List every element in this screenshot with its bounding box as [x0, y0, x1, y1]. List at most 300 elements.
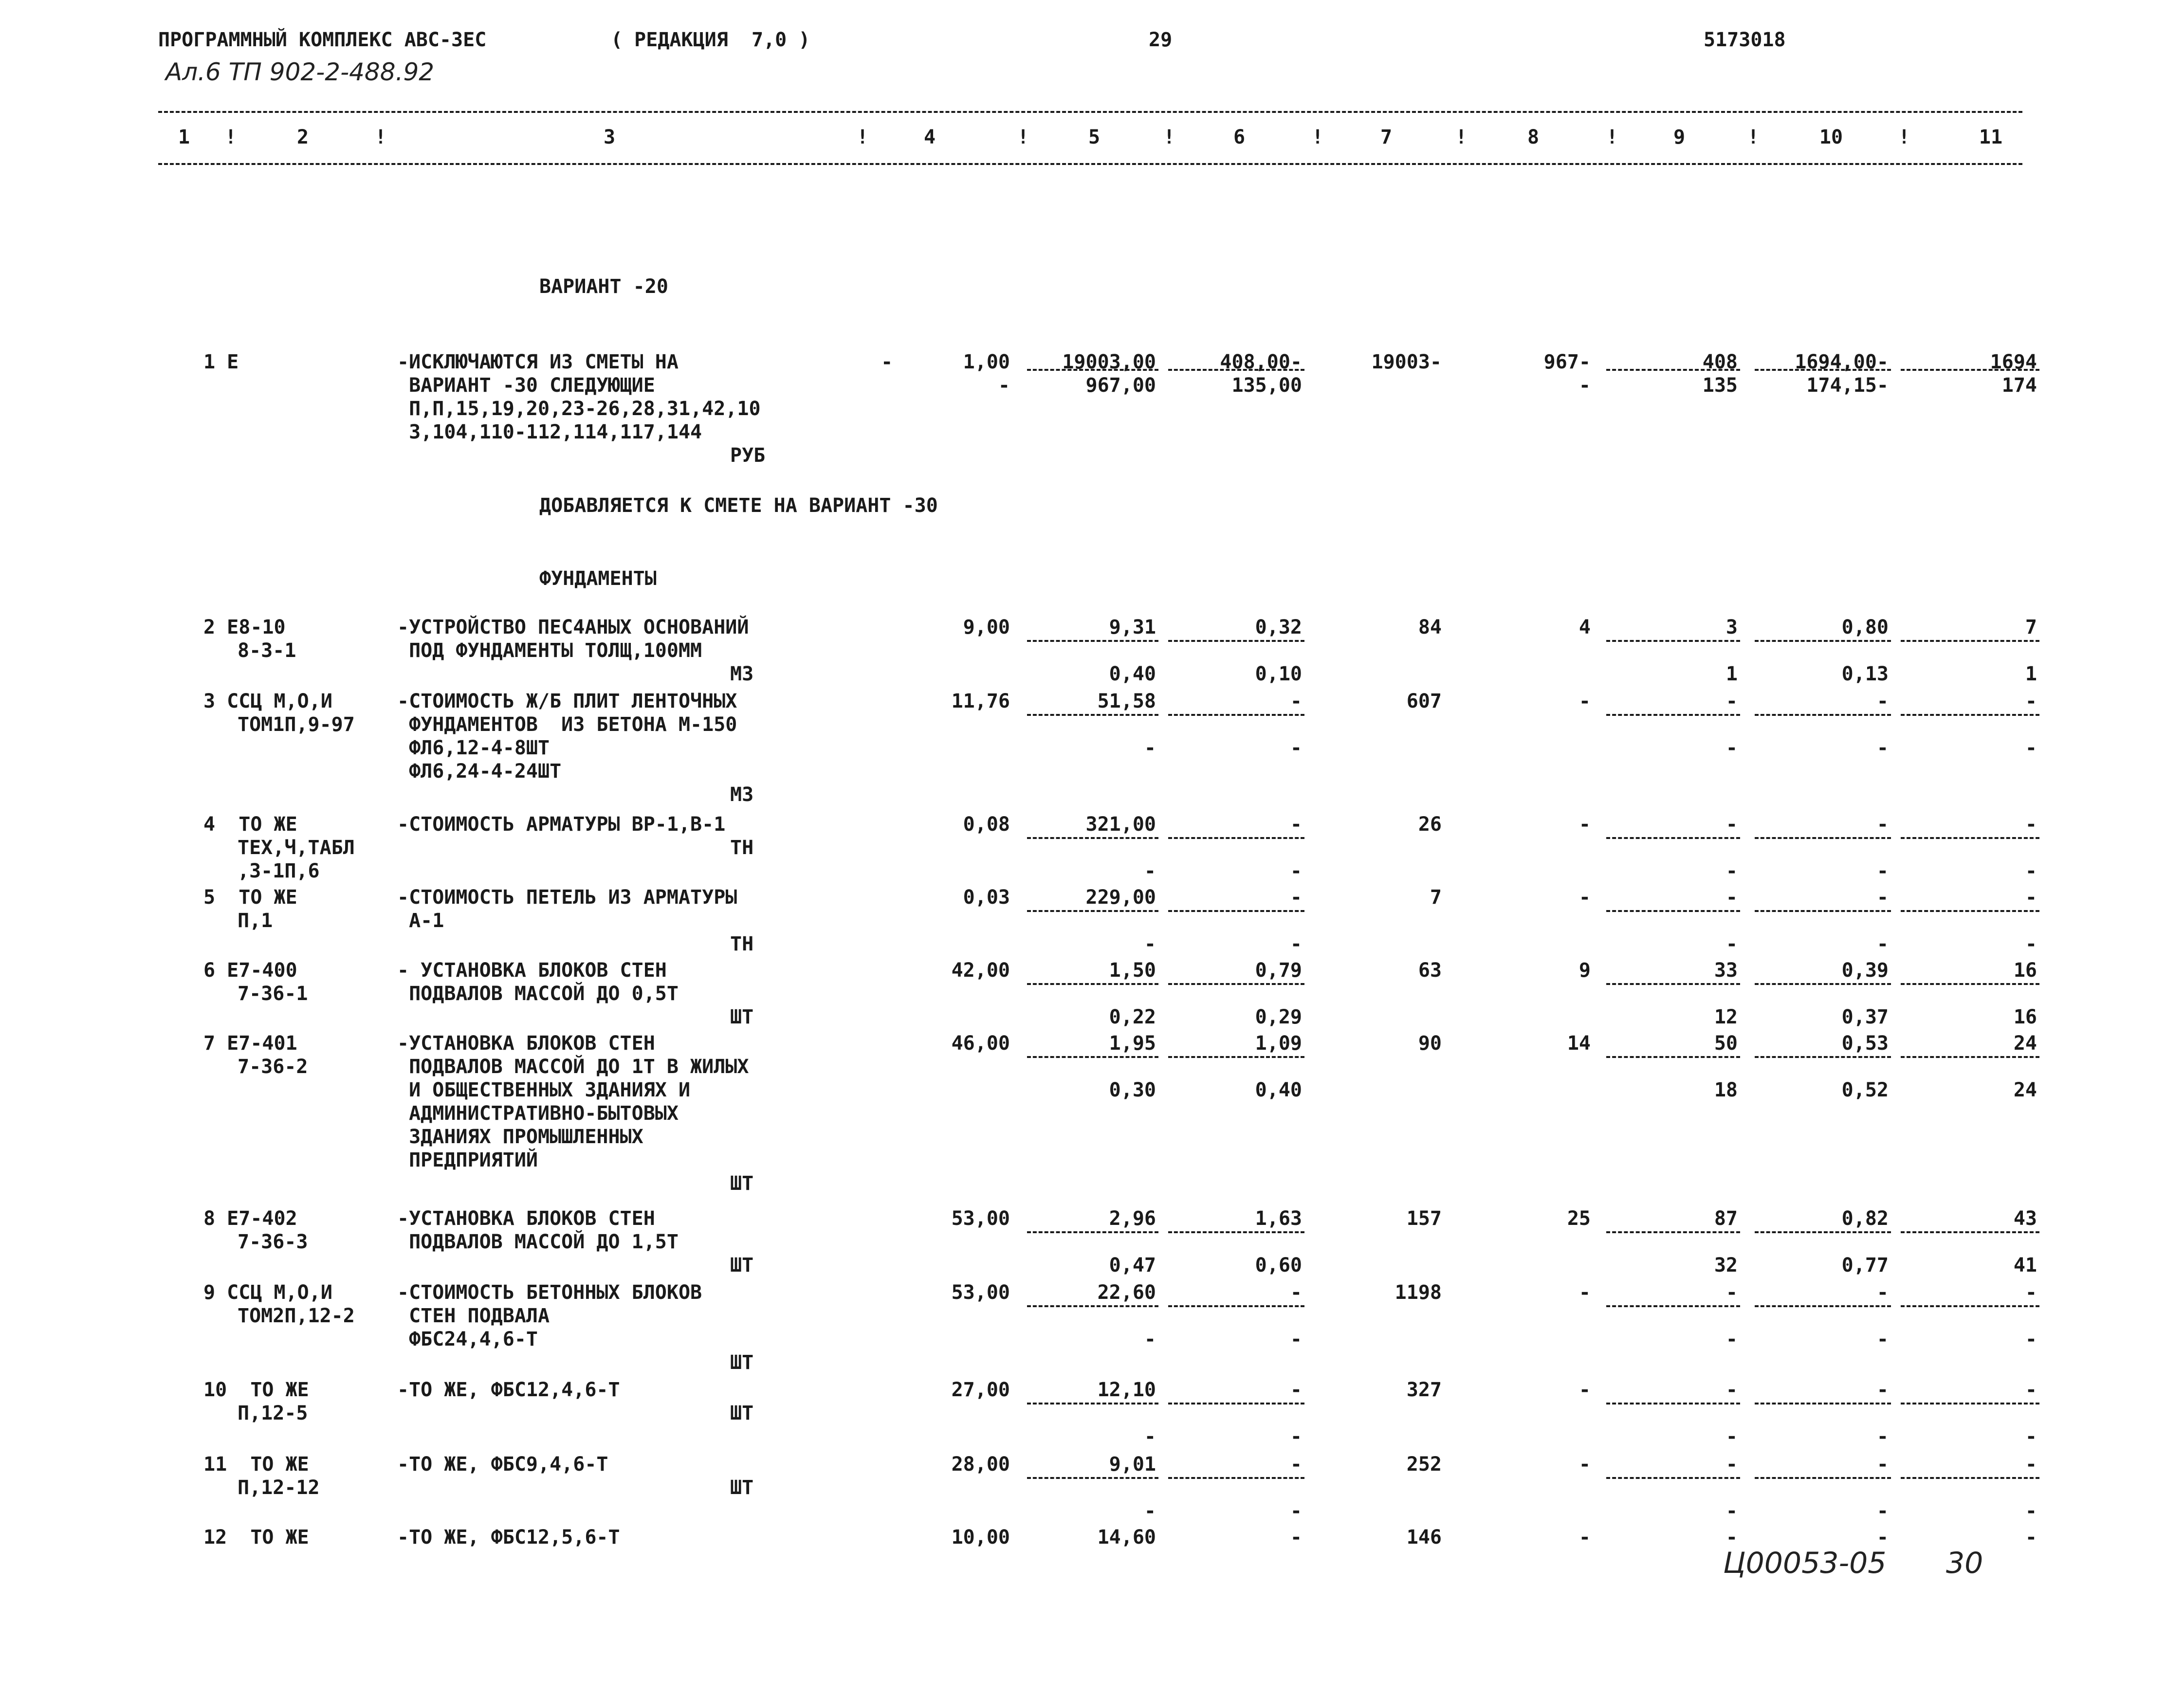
cell-c9-lower: -	[1725, 933, 1738, 955]
cell-c10: -	[1876, 1453, 1889, 1476]
column-separator: !	[1017, 126, 1029, 148]
cell-c6: 0,32	[1255, 616, 1302, 638]
cell-c4: 0,03	[963, 886, 1010, 909]
row-description: -УСТАНОВКА БЛОКОВ СТЕН	[397, 1207, 655, 1230]
cell-c10-lower: -	[1876, 933, 1889, 955]
cell-c11-lower: 174	[2001, 374, 2037, 397]
cell-divider-c10	[1755, 910, 1891, 912]
cell-c9-lower: -	[1725, 737, 1738, 759]
header-bottom-rule	[158, 163, 2022, 165]
cell-c6-lower: -	[1290, 737, 1302, 759]
row-description: И ОБЩЕСТВЕННЫХ ЗДАНИЯХ И	[397, 1079, 691, 1101]
cell-divider-c5	[1027, 910, 1158, 912]
cell-c8: -	[1578, 1379, 1591, 1401]
cell-c6-lower: -	[1290, 860, 1302, 882]
cell-c10: -	[1876, 886, 1889, 909]
cell-divider-c11	[1901, 1231, 2039, 1233]
cell-c5: 12,10	[1097, 1379, 1156, 1401]
cell-c10: 0,82	[1841, 1207, 1889, 1230]
column-separator: !	[1898, 126, 1910, 148]
cell-c6-lower: -	[1290, 933, 1302, 955]
row-number-code: 2 Е8-10	[203, 616, 286, 638]
cell-c8: -	[1578, 813, 1591, 836]
cell-c4: - 1,00	[881, 351, 1010, 373]
cell-c6: -	[1290, 813, 1302, 836]
cell-divider-c6	[1168, 1305, 1304, 1307]
row-unit: ШТ	[730, 1172, 754, 1195]
row-unit: ТН	[730, 933, 754, 955]
cell-c10: -	[1876, 690, 1889, 712]
cell-c6: 1,09	[1255, 1032, 1302, 1055]
cell-c11: -	[2025, 1453, 2037, 1476]
cell-c7: 90	[1418, 1032, 1442, 1055]
cell-divider-c11	[1901, 1477, 2039, 1479]
row-description: -ТО ЖЕ, ФБС9,4,6-Т	[397, 1453, 608, 1476]
cell-divider-c6	[1168, 1477, 1304, 1479]
cell-c8: -	[1578, 1281, 1591, 1304]
row-number-code: 5 ТО ЖЕ	[203, 886, 297, 909]
cell-c5: 51,58	[1097, 690, 1156, 712]
cell-c10: -	[1876, 813, 1889, 836]
cell-c11-lower: -	[2025, 933, 2037, 955]
cell-c8-lower: -	[1578, 374, 1591, 397]
row-norm-code: 7-36-1	[238, 983, 308, 1005]
cell-c10-lower: -	[1876, 1425, 1889, 1448]
cell-divider-c6	[1168, 1231, 1304, 1233]
cell-c11-lower: -	[2025, 860, 2037, 882]
row-number-code: 10 ТО ЖЕ	[203, 1379, 309, 1401]
cell-c11: 43	[2013, 1207, 2037, 1230]
row-description: АДМИНИСТРАТИВНО-БЫТОВЫХ	[397, 1102, 679, 1125]
cell-c10-lower: 0,77	[1841, 1254, 1889, 1277]
row-number-code: 7 Е7-401	[203, 1032, 297, 1055]
row-description: -УСТАНОВКА БЛОКОВ СТЕН	[397, 1032, 655, 1055]
cell-c7: 63	[1418, 959, 1442, 982]
cell-c11-lower: -	[2025, 1425, 2037, 1448]
cell-c8: 14	[1567, 1032, 1591, 1055]
cell-c5-lower: -	[1144, 1500, 1156, 1522]
cell-divider-c5	[1027, 1231, 1158, 1233]
cell-c11-lower: 16	[2013, 1006, 2037, 1028]
cell-c11-lower: -	[2025, 1328, 2037, 1350]
cell-divider-c9	[1606, 910, 1740, 912]
row-description: ПОД ФУНДАМЕНТЫ ТОЛЩ,100ММ	[397, 639, 702, 662]
cell-divider-c6	[1168, 1056, 1304, 1058]
column-separator: !	[225, 126, 237, 148]
row-description: ПРЕДПРИЯТИЙ	[397, 1149, 538, 1171]
column-header-7: 7	[1380, 126, 1393, 148]
cell-c11: -	[2025, 1526, 2037, 1549]
row-description: ПОДВАЛОВ МАССОЙ ДО 1Т В ЖИЛЫХ	[397, 1056, 749, 1078]
cell-c10-lower: -	[1876, 860, 1889, 882]
cell-c5-lower: -	[1144, 933, 1156, 955]
cell-c9: -	[1725, 1281, 1738, 1304]
cell-c9-lower: -	[1725, 1500, 1738, 1522]
row-number-code: 12 ТО ЖЕ	[203, 1526, 309, 1549]
cell-c9-lower: 12	[1714, 1006, 1738, 1028]
cell-c4: 42,00	[951, 959, 1010, 982]
edition-label: ( РЕДАКЦИЯ 7,0 )	[611, 29, 810, 51]
row-description: ПОДВАЛОВ МАССОЙ ДО 1,5Т	[397, 1231, 679, 1253]
row-description: -СТОИМОСТЬ ПЕТЕЛЬ ИЗ АРМАТУРЫ	[397, 886, 737, 909]
row-description: -ТО ЖЕ, ФБС12,5,6-Т	[397, 1526, 620, 1549]
column-header-2: 2	[296, 126, 309, 148]
cell-c4: 27,00	[951, 1379, 1010, 1401]
cell-c7: 1198	[1395, 1281, 1442, 1304]
cell-c5: 9,01	[1109, 1453, 1156, 1476]
row-description: -СТОИМОСТЬ Ж/Б ПЛИТ ЛЕНТОЧНЫХ	[397, 690, 737, 712]
cell-c6: 1,63	[1255, 1207, 1302, 1230]
cell-divider-c9	[1606, 640, 1740, 642]
handwritten-reference: Ал.6 ТП 902-2-488.92	[165, 58, 435, 86]
cell-c6: -	[1290, 1526, 1302, 1549]
cell-c4: 28,00	[951, 1453, 1010, 1476]
cell-divider-c10	[1755, 1403, 1891, 1404]
cell-divider-c9	[1606, 1403, 1740, 1404]
cell-divider-c11	[1901, 369, 2039, 371]
program-title: ПРОГРАММНЫЙ КОМПЛЕКС АВС-3ЕС	[158, 29, 487, 51]
cell-c5: 2,96	[1109, 1207, 1156, 1230]
cell-c4: 53,00	[951, 1207, 1010, 1230]
column-separator: !	[1455, 126, 1468, 148]
cell-divider-c5	[1027, 837, 1158, 839]
cell-divider-c6	[1168, 369, 1304, 371]
row-norm-code: 7-36-3	[238, 1231, 308, 1253]
cell-c8: -	[1578, 690, 1591, 712]
cell-c9: 33	[1714, 959, 1738, 982]
cell-divider-c11	[1901, 640, 2039, 642]
cell-c4: 46,00	[951, 1032, 1010, 1055]
cell-c4: 53,00	[951, 1281, 1010, 1304]
cell-c7: 19003-	[1371, 351, 1442, 373]
row-description: -ТО ЖЕ, ФБС12,4,6-Т	[397, 1379, 620, 1401]
cell-divider-c11	[1901, 983, 2039, 985]
cell-c9: -	[1725, 886, 1738, 909]
cell-divider-c5	[1027, 1056, 1158, 1058]
column-separator: !	[375, 126, 387, 148]
cell-divider-c6	[1168, 910, 1304, 912]
cell-c5: 1,50	[1109, 959, 1156, 982]
row-number-code: 9 ССЦ М,О,И	[203, 1281, 332, 1304]
column-header-10: 10	[1819, 126, 1843, 148]
row-description: СТЕН ПОДВАЛА	[397, 1305, 550, 1327]
cell-c11: -	[2025, 1281, 2037, 1304]
cell-c9: 408	[1702, 351, 1738, 373]
cell-c7: 252	[1406, 1453, 1442, 1476]
cell-c8: 9	[1578, 959, 1591, 982]
cell-c7: 157	[1406, 1207, 1442, 1230]
cell-c5: 321,00	[1085, 813, 1156, 836]
cell-divider-c9	[1606, 837, 1740, 839]
row-description: -СТОИМОСТЬ АРМАТУРЫ ВР-1,В-1	[397, 813, 726, 836]
cell-c11: -	[2025, 690, 2037, 712]
cell-c8: -	[1578, 886, 1591, 909]
cell-c11: 16	[2013, 959, 2037, 982]
cell-c9: -	[1725, 813, 1738, 836]
cell-c10: -	[1876, 1526, 1889, 1549]
cell-c9: 87	[1714, 1207, 1738, 1230]
cell-c6-lower: 0,29	[1255, 1006, 1302, 1028]
cell-c10-lower: 0,13	[1841, 663, 1889, 685]
cell-c10: 0,53	[1841, 1032, 1889, 1055]
cell-divider-c9	[1606, 1056, 1740, 1058]
cell-divider-c5	[1027, 1305, 1158, 1307]
row-norm-code: ТОМ1П,9-97	[238, 713, 355, 736]
cell-c10: -	[1876, 1281, 1889, 1304]
column-separator: !	[1606, 126, 1618, 148]
cell-c5: 9,31	[1109, 616, 1156, 638]
row-unit: ШТ	[730, 1351, 754, 1374]
cell-c9-lower: 18	[1714, 1079, 1738, 1101]
cell-divider-c11	[1901, 837, 2039, 839]
cell-divider-c10	[1755, 837, 1891, 839]
cell-c10: -	[1876, 1379, 1889, 1401]
cell-c6-lower: 0,60	[1255, 1254, 1302, 1277]
cell-c4: 0,08	[963, 813, 1010, 836]
cell-divider-c9	[1606, 1305, 1740, 1307]
row-unit: ТН	[730, 837, 754, 859]
cell-c4: 11,76	[951, 690, 1010, 712]
cell-c11: 7	[2025, 616, 2037, 638]
cell-c4-lower: -	[998, 374, 1010, 397]
cell-c6-lower: -	[1290, 1500, 1302, 1522]
row-norm-code: ТОМ2П,12-2	[238, 1305, 355, 1327]
cell-c11-lower: 1	[2025, 663, 2037, 685]
cell-c11-lower: 24	[2013, 1079, 2037, 1101]
cell-divider-c10	[1755, 714, 1891, 716]
cell-c9: -	[1725, 1526, 1738, 1549]
cell-c10-lower: 174,15-	[1806, 374, 1889, 397]
cell-c6: -	[1290, 1379, 1302, 1401]
cell-divider-c11	[1901, 910, 2039, 912]
cell-c7: 26	[1418, 813, 1442, 836]
cell-divider-c9	[1606, 1231, 1740, 1233]
row-norm-code: П,12-5	[238, 1402, 308, 1424]
column-separator: !	[1312, 126, 1324, 148]
row-description: ФБС24,4,6-Т	[397, 1328, 538, 1350]
cell-c7: 327	[1406, 1379, 1442, 1401]
header-top-rule	[158, 111, 2022, 113]
cell-divider-c11	[1901, 1056, 2039, 1058]
cell-divider-c5	[1027, 714, 1158, 716]
cell-c10-lower: -	[1876, 1328, 1889, 1350]
row-norm-code: 7-36-2	[238, 1056, 308, 1078]
row-description: ЗДАНИЯХ ПРОМЫШЛЕННЫХ	[397, 1126, 643, 1148]
cell-divider-c9	[1606, 714, 1740, 716]
cell-divider-c6	[1168, 640, 1304, 642]
cell-divider-c10	[1755, 1305, 1891, 1307]
cell-c6: -	[1290, 690, 1302, 712]
stamp-number: Ц00053-05	[1723, 1546, 1887, 1580]
cell-c8: -	[1578, 1526, 1591, 1549]
cell-c5: 229,00	[1085, 886, 1156, 909]
cell-c5-lower: -	[1144, 737, 1156, 759]
row-norm-code: ТЕХ,Ч,ТАБЛ	[238, 837, 355, 859]
row-unit: ШТ	[730, 1254, 754, 1277]
cell-divider-c5	[1027, 1403, 1158, 1404]
row-number-code: 1 Е	[203, 351, 239, 373]
row-description: ФЛ6,24-4-24ШТ	[397, 760, 562, 783]
cell-c7: 146	[1406, 1526, 1442, 1549]
cell-c11: -	[2025, 813, 2037, 836]
cell-divider-c10	[1755, 1231, 1891, 1233]
row-unit: М3	[730, 663, 754, 685]
row-unit: М3	[730, 784, 754, 806]
cell-divider-c6	[1168, 837, 1304, 839]
cell-divider-c10	[1755, 1477, 1891, 1479]
cell-divider-c6	[1168, 1403, 1304, 1404]
cell-c6-lower: 0,40	[1255, 1079, 1302, 1101]
row-description: 3,104,110-112,114,117,144	[397, 421, 702, 443]
cell-divider-c11	[1901, 714, 2039, 716]
cell-c9: -	[1725, 690, 1738, 712]
page-number: 29	[1149, 29, 1173, 51]
cell-c9: -	[1725, 1453, 1738, 1476]
cell-divider-c5	[1027, 369, 1158, 371]
cell-c11-lower: 41	[2013, 1254, 2037, 1277]
cell-c10-lower: -	[1876, 1500, 1889, 1522]
cell-divider-c9	[1606, 1477, 1740, 1479]
cell-c5-lower: -	[1144, 860, 1156, 882]
row-norm-code: П,1	[238, 910, 273, 932]
cell-c5-lower: -	[1144, 1425, 1156, 1448]
cell-c5-lower: 967,00	[1085, 374, 1156, 397]
column-header-4: 4	[923, 126, 936, 148]
added-heading: ДОБАВЛЯЕТСЯ К СМЕТЕ НА ВАРИАНТ -30	[539, 494, 938, 517]
cell-c10: 0,39	[1841, 959, 1889, 982]
cell-c8: 967-	[1543, 351, 1591, 373]
cell-divider-c9	[1606, 369, 1740, 371]
cell-c10-lower: 0,52	[1841, 1079, 1889, 1101]
cell-c6-lower: -	[1290, 1328, 1302, 1350]
cell-c10: 0,80	[1841, 616, 1889, 638]
cell-c10: 1694,00-	[1795, 351, 1889, 373]
cell-divider-c6	[1168, 983, 1304, 985]
cell-c5: 19003,00	[1062, 351, 1156, 373]
cell-c5-lower: 0,47	[1109, 1254, 1156, 1277]
cell-c7: 84	[1418, 616, 1442, 638]
cell-c9: 3	[1725, 616, 1738, 638]
cell-c9: 50	[1714, 1032, 1738, 1055]
row-number-code: 4 ТО ЖЕ	[203, 813, 297, 836]
cell-c11: 24	[2013, 1032, 2037, 1055]
row-unit: ШТ	[730, 1006, 754, 1028]
cell-c9-lower: 1	[1725, 663, 1738, 685]
cell-c5-lower: 0,40	[1109, 663, 1156, 685]
cell-divider-c5	[1027, 1477, 1158, 1479]
cell-c6: -	[1290, 886, 1302, 909]
cell-c9-lower: -	[1725, 1328, 1738, 1350]
cell-c11: 1694	[1990, 351, 2037, 373]
cell-c6-lower: 0,10	[1255, 663, 1302, 685]
column-separator: !	[1163, 126, 1175, 148]
cell-c6: -	[1290, 1281, 1302, 1304]
row-norm-code: ,3-1П,6	[238, 860, 320, 882]
cell-c6-lower: 135,00	[1231, 374, 1302, 397]
row-norm-code: П,12-12	[238, 1477, 320, 1499]
column-header-11: 11	[1979, 126, 2003, 148]
cell-c5: 14,60	[1097, 1526, 1156, 1549]
cell-c6: 408,00-	[1220, 351, 1302, 373]
cell-c5: 22,60	[1097, 1281, 1156, 1304]
cell-c4: 9,00	[963, 616, 1010, 638]
cell-c7: 607	[1406, 690, 1442, 712]
cell-c5-lower: -	[1144, 1328, 1156, 1350]
cell-c11: -	[2025, 1379, 2037, 1401]
cell-c8: 4	[1578, 616, 1591, 638]
cell-c11-lower: -	[2025, 737, 2037, 759]
cell-c9-lower: -	[1725, 1425, 1738, 1448]
row-number-code: 6 Е7-400	[203, 959, 297, 982]
foundations-heading: ФУНДАМЕНТЫ	[539, 567, 657, 590]
row-description: -УСТРОЙСТВО ПЕС4АНЫХ ОСНОВАНИЙ	[397, 616, 749, 638]
cell-c6: 0,79	[1255, 959, 1302, 982]
column-header-1: 1	[178, 126, 190, 148]
column-header-5: 5	[1088, 126, 1101, 148]
row-description: ФУНДАМЕНТОВ ИЗ БЕТОНА М-150	[397, 713, 737, 736]
cell-c9-lower: -	[1725, 860, 1738, 882]
column-separator: !	[857, 126, 869, 148]
cell-c5: 1,95	[1109, 1032, 1156, 1055]
cell-c4: 10,00	[951, 1526, 1010, 1549]
cell-divider-c5	[1027, 983, 1158, 985]
row-number-code: 8 Е7-402	[203, 1207, 297, 1230]
cell-c8: 25	[1567, 1207, 1591, 1230]
cell-divider-c6	[1168, 714, 1304, 716]
row-number-code: 11 ТО ЖЕ	[203, 1453, 309, 1476]
cell-divider-c9	[1606, 983, 1740, 985]
row-description: П,П,15,19,20,23-26,28,31,42,10	[397, 398, 761, 420]
cell-divider-c5	[1027, 640, 1158, 642]
column-header-9: 9	[1673, 126, 1686, 148]
row-description: -СТОИМОСТЬ БЕТОННЫХ БЛОКОВ	[397, 1281, 702, 1304]
row-unit: ШТ	[730, 1402, 754, 1424]
cell-divider-c11	[1901, 1305, 2039, 1307]
row-description: - УСТАНОВКА БЛОКОВ СТЕН	[397, 959, 667, 982]
column-header-8: 8	[1527, 126, 1540, 148]
column-separator: !	[1747, 126, 1760, 148]
row-description: -ИСКЛЮЧАЮТСЯ ИЗ СМЕТЫ НА	[397, 351, 679, 373]
document-code: 5173018	[1704, 29, 1786, 51]
cell-divider-c10	[1755, 983, 1891, 985]
row-unit: ШТ	[730, 1477, 754, 1499]
variant-heading: ВАРИАНТ -20	[539, 275, 668, 298]
column-header-6: 6	[1233, 126, 1246, 148]
row-description: ПОДВАЛОВ МАССОЙ ДО 0,5Т	[397, 983, 679, 1005]
row-unit: РУБ	[730, 444, 766, 467]
sheet-number: 30	[1946, 1546, 1983, 1580]
cell-divider-c11	[1901, 1403, 2039, 1404]
cell-c10-lower: 0,37	[1841, 1006, 1889, 1028]
cell-c11: -	[2025, 886, 2037, 909]
cell-c8: -	[1578, 1453, 1591, 1476]
cell-c6-lower: -	[1290, 1425, 1302, 1448]
cell-c9-lower: 32	[1714, 1254, 1738, 1277]
cell-c5-lower: 0,22	[1109, 1006, 1156, 1028]
row-number-code: 3 ССЦ М,О,И	[203, 690, 332, 712]
row-description: ВАРИАНТ -30 СЛЕДУЮЩИЕ	[397, 374, 655, 397]
cell-c5-lower: 0,30	[1109, 1079, 1156, 1101]
cell-c10-lower: -	[1876, 737, 1889, 759]
cell-c6: -	[1290, 1453, 1302, 1476]
row-norm-code: 8-3-1	[238, 639, 296, 662]
cell-divider-c10	[1755, 369, 1891, 371]
column-header-3: 3	[603, 126, 616, 148]
cell-c9: -	[1725, 1379, 1738, 1401]
cell-divider-c10	[1755, 640, 1891, 642]
cell-c9-lower: 135	[1702, 374, 1738, 397]
row-description: А-1	[397, 910, 444, 932]
